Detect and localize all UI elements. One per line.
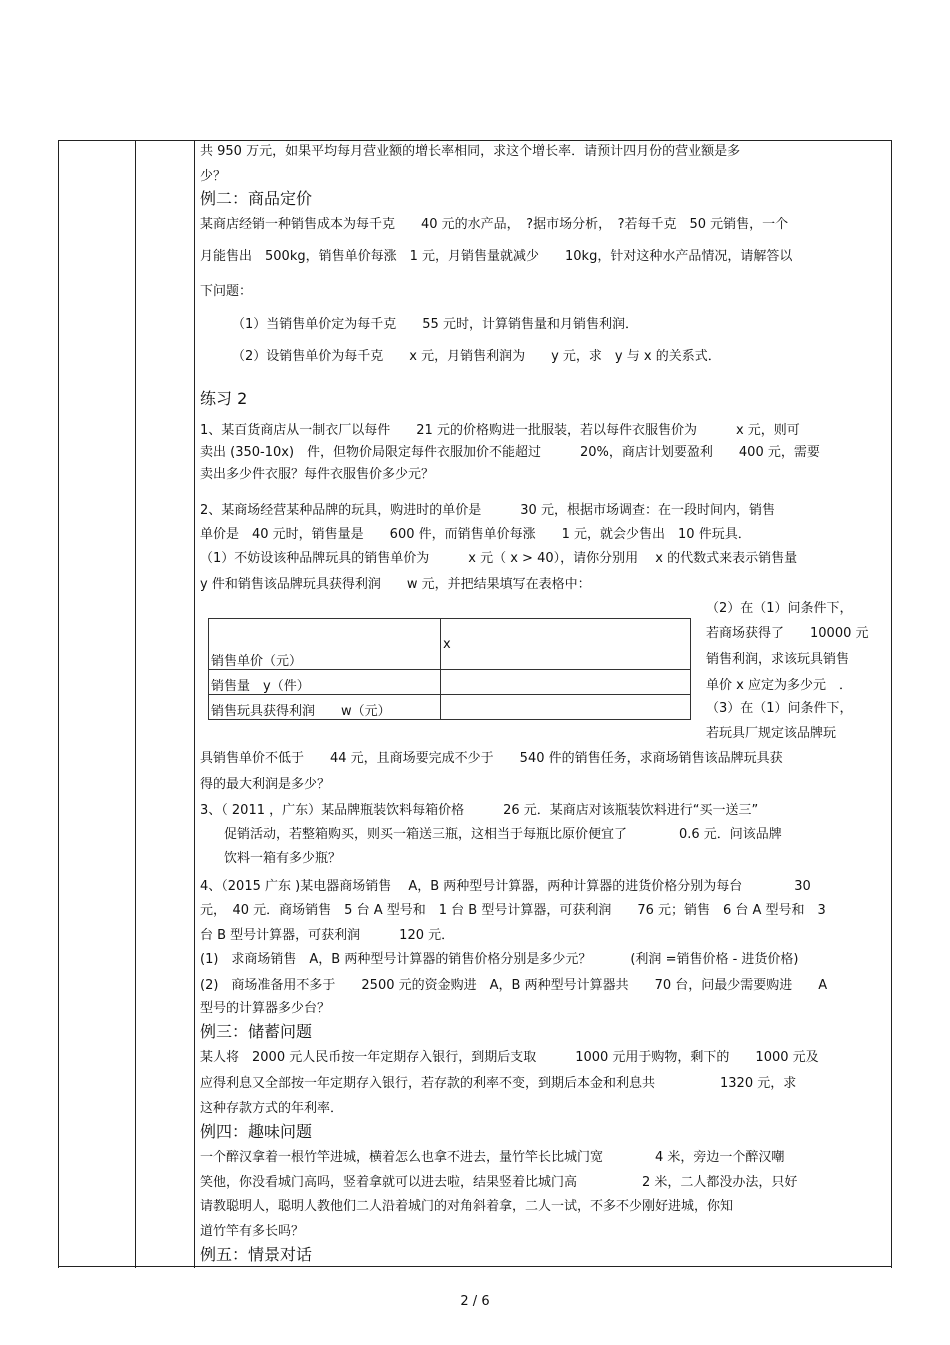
table-row — [209, 619, 691, 670]
table-border-top — [58, 140, 892, 141]
text-line: 卖出 (350-10x) 件，但物价局限定每件衣服加价不能超过 20%，商店计划要盈利 400 元，需要 — [200, 445, 820, 460]
text-line: 饮料一箱有多少瓶？ — [224, 851, 342, 866]
text-line: 某人将 2000 元人民币按一年定期存入银行，到期后支取 1000 元用于购物，剩下的 1000 元及 — [200, 1050, 819, 1065]
text-line: 应得利息又全部按一年定期存入银行，若存款的利率不变，到期后本金和利息共 1320 元，求 — [200, 1076, 797, 1091]
text-line: 请教聪明人，聪明人教他们二人沿着城门的对角斜着拿，二人一试，不多不少刚好进城，你知 — [200, 1199, 734, 1214]
table-border-col2 — [194, 140, 195, 1268]
text-line: 型号的计算器多少台？ — [200, 1001, 331, 1016]
text-line: 2、某商场经营某种品牌的玩具，购进时的单价是 30 元，根据市场调查：在一段时间内，销售 — [200, 503, 775, 518]
table-cell-value — [441, 695, 691, 720]
side-text-line: （2）在（1）问条件下， — [706, 601, 853, 616]
table-border-right — [891, 140, 892, 1268]
side-text-line: 销售利润，求该玩具销售 — [706, 652, 850, 667]
text-line: 1、某百货商店从一制衣厂以每件 21 元的价格购进一批服装，若以每件衣服售价为 x 元，则可 — [200, 423, 800, 438]
section-heading: 例二：商品定价 — [200, 189, 313, 208]
text-line: 得的最大利润是多少？ — [200, 777, 331, 792]
table-cell-label: 销售玩具获得利润 w（元） — [209, 695, 441, 720]
section-heading: 例五：情景对话 — [200, 1245, 313, 1264]
text-line: 某商店经销一种销售成本为每千克 40 元的水产品， ?据市场分析， ?若每千克 50 元销售，一个 — [200, 217, 789, 232]
table-cell-value — [441, 619, 691, 670]
table-border-col1 — [135, 140, 136, 1268]
text-line: 这种存款方式的年利率． — [200, 1101, 344, 1116]
text-line: 元， 40 元．商场销售 5 台 A 型号和 1 台 B 型号计算器，可获利润 76 元；销售 6 台 A 型号和 3 — [200, 903, 826, 918]
text-line: 道竹竿有多长吗？ — [200, 1224, 305, 1239]
section-heading: 练习 2 — [200, 389, 248, 408]
table-cell-label: 销售单价（元） — [209, 619, 441, 670]
table-row — [209, 695, 691, 720]
table-cell-value — [441, 670, 691, 695]
text-line: 一个醉汉拿着一根竹竿进城，横着怎么也拿不进去，量竹竿长比城门宽 4 米，旁边一个醉汉嘲 — [200, 1150, 785, 1165]
text-line: 卖出多少件衣服？每件衣服售价多少元？ — [200, 467, 435, 482]
text-line: （1）不妨设该种品牌玩具的销售单价为 x 元（ x > 40），请你分别用 x 的代数式来表示销售量 — [200, 551, 798, 566]
sales-table — [208, 618, 691, 720]
text-line: y 件和销售该品牌玩具获得利润 w 元，并把结果填写在表格中： — [200, 577, 591, 592]
section-heading: 例四：趣味问题 — [200, 1122, 313, 1141]
text-line: 4、（2015 广东 )某电器商场销售 A，B 两种型号计算器，两种计算器的进货价格分别为每台 30 — [200, 879, 811, 894]
text-line: （1）当销售单价定为每千克 55 元时，计算销售量和月销售利润． — [232, 317, 638, 332]
text-line: 具销售单价不低于 44 元，且商场要完成不少于 540 件的销售任务，求商场销售该品牌玩具获 — [200, 751, 783, 766]
table-row — [209, 670, 691, 695]
text-line: （2）设销售单价为每千克 x 元，月销售利润为 y 元，求 y 与 x 的关系式． — [232, 349, 721, 364]
text-line: 3、（ 2011 ，广东）某品牌瓶装饮料每箱价格 26 元．某商店对该瓶装饮料进行“买一送三” — [200, 803, 759, 818]
table-border-left — [58, 140, 59, 1268]
text-line: 月能售出 500kg，销售单价每涨 1 元，月销售量就减少 10kg，针对这种水产品情况，请解答以 — [200, 249, 793, 264]
text-line: 单价是 40 元时，销售量是 600 件，而销售单价每涨 1 元，就会少售出 10 件玩具． — [200, 527, 751, 542]
page-number: 2 / 6 — [460, 1294, 490, 1309]
text-line: (1) 求商场销售 A，B 两种型号计算器的销售价格分别是多少元？ (利润 =销售价格 - 进货价格) — [200, 952, 799, 967]
text-line: (2) 商场准备用不多于 2500 元的资金购进 A，B 两种型号计算器共 70 台，问最少需要购进 A — [200, 978, 828, 993]
side-text-line: 单价 x 应定为多少元 ． — [706, 678, 852, 693]
section-heading: 例三：储蓄问题 — [200, 1022, 313, 1041]
text-line: 少？ — [200, 169, 227, 184]
table-border-bottom — [58, 1266, 892, 1267]
text-line: 促销活动，若整箱购买，则买一箱送三瓶，这相当于每瓶比原价便宜了 0.6 元．问该品牌 — [224, 827, 782, 842]
side-text-line: （3）在（1）问条件下， — [706, 701, 853, 716]
text-line: 笑他，你没看城门高吗，竖着拿就可以进去啦，结果竖着比城门高 2 米，二人都没办法，只好 — [200, 1175, 798, 1190]
table-cell-label: 销售量 y（件） — [209, 670, 441, 695]
text-line: 下问题： — [200, 284, 253, 299]
side-text-line: 若玩具厂规定该品牌玩 — [706, 726, 837, 741]
text-line: 台 B 型号计算器，可获利润 120 元． — [200, 928, 455, 943]
side-text-line: 若商场获得了 10000 元 — [706, 626, 869, 641]
text-line: 共 950 万元，如果平均每月营业额的增长率相同，求这个增长率．请预计四月份的营业额是多 — [200, 144, 741, 159]
table-cell-value-text: x — [443, 636, 451, 652]
